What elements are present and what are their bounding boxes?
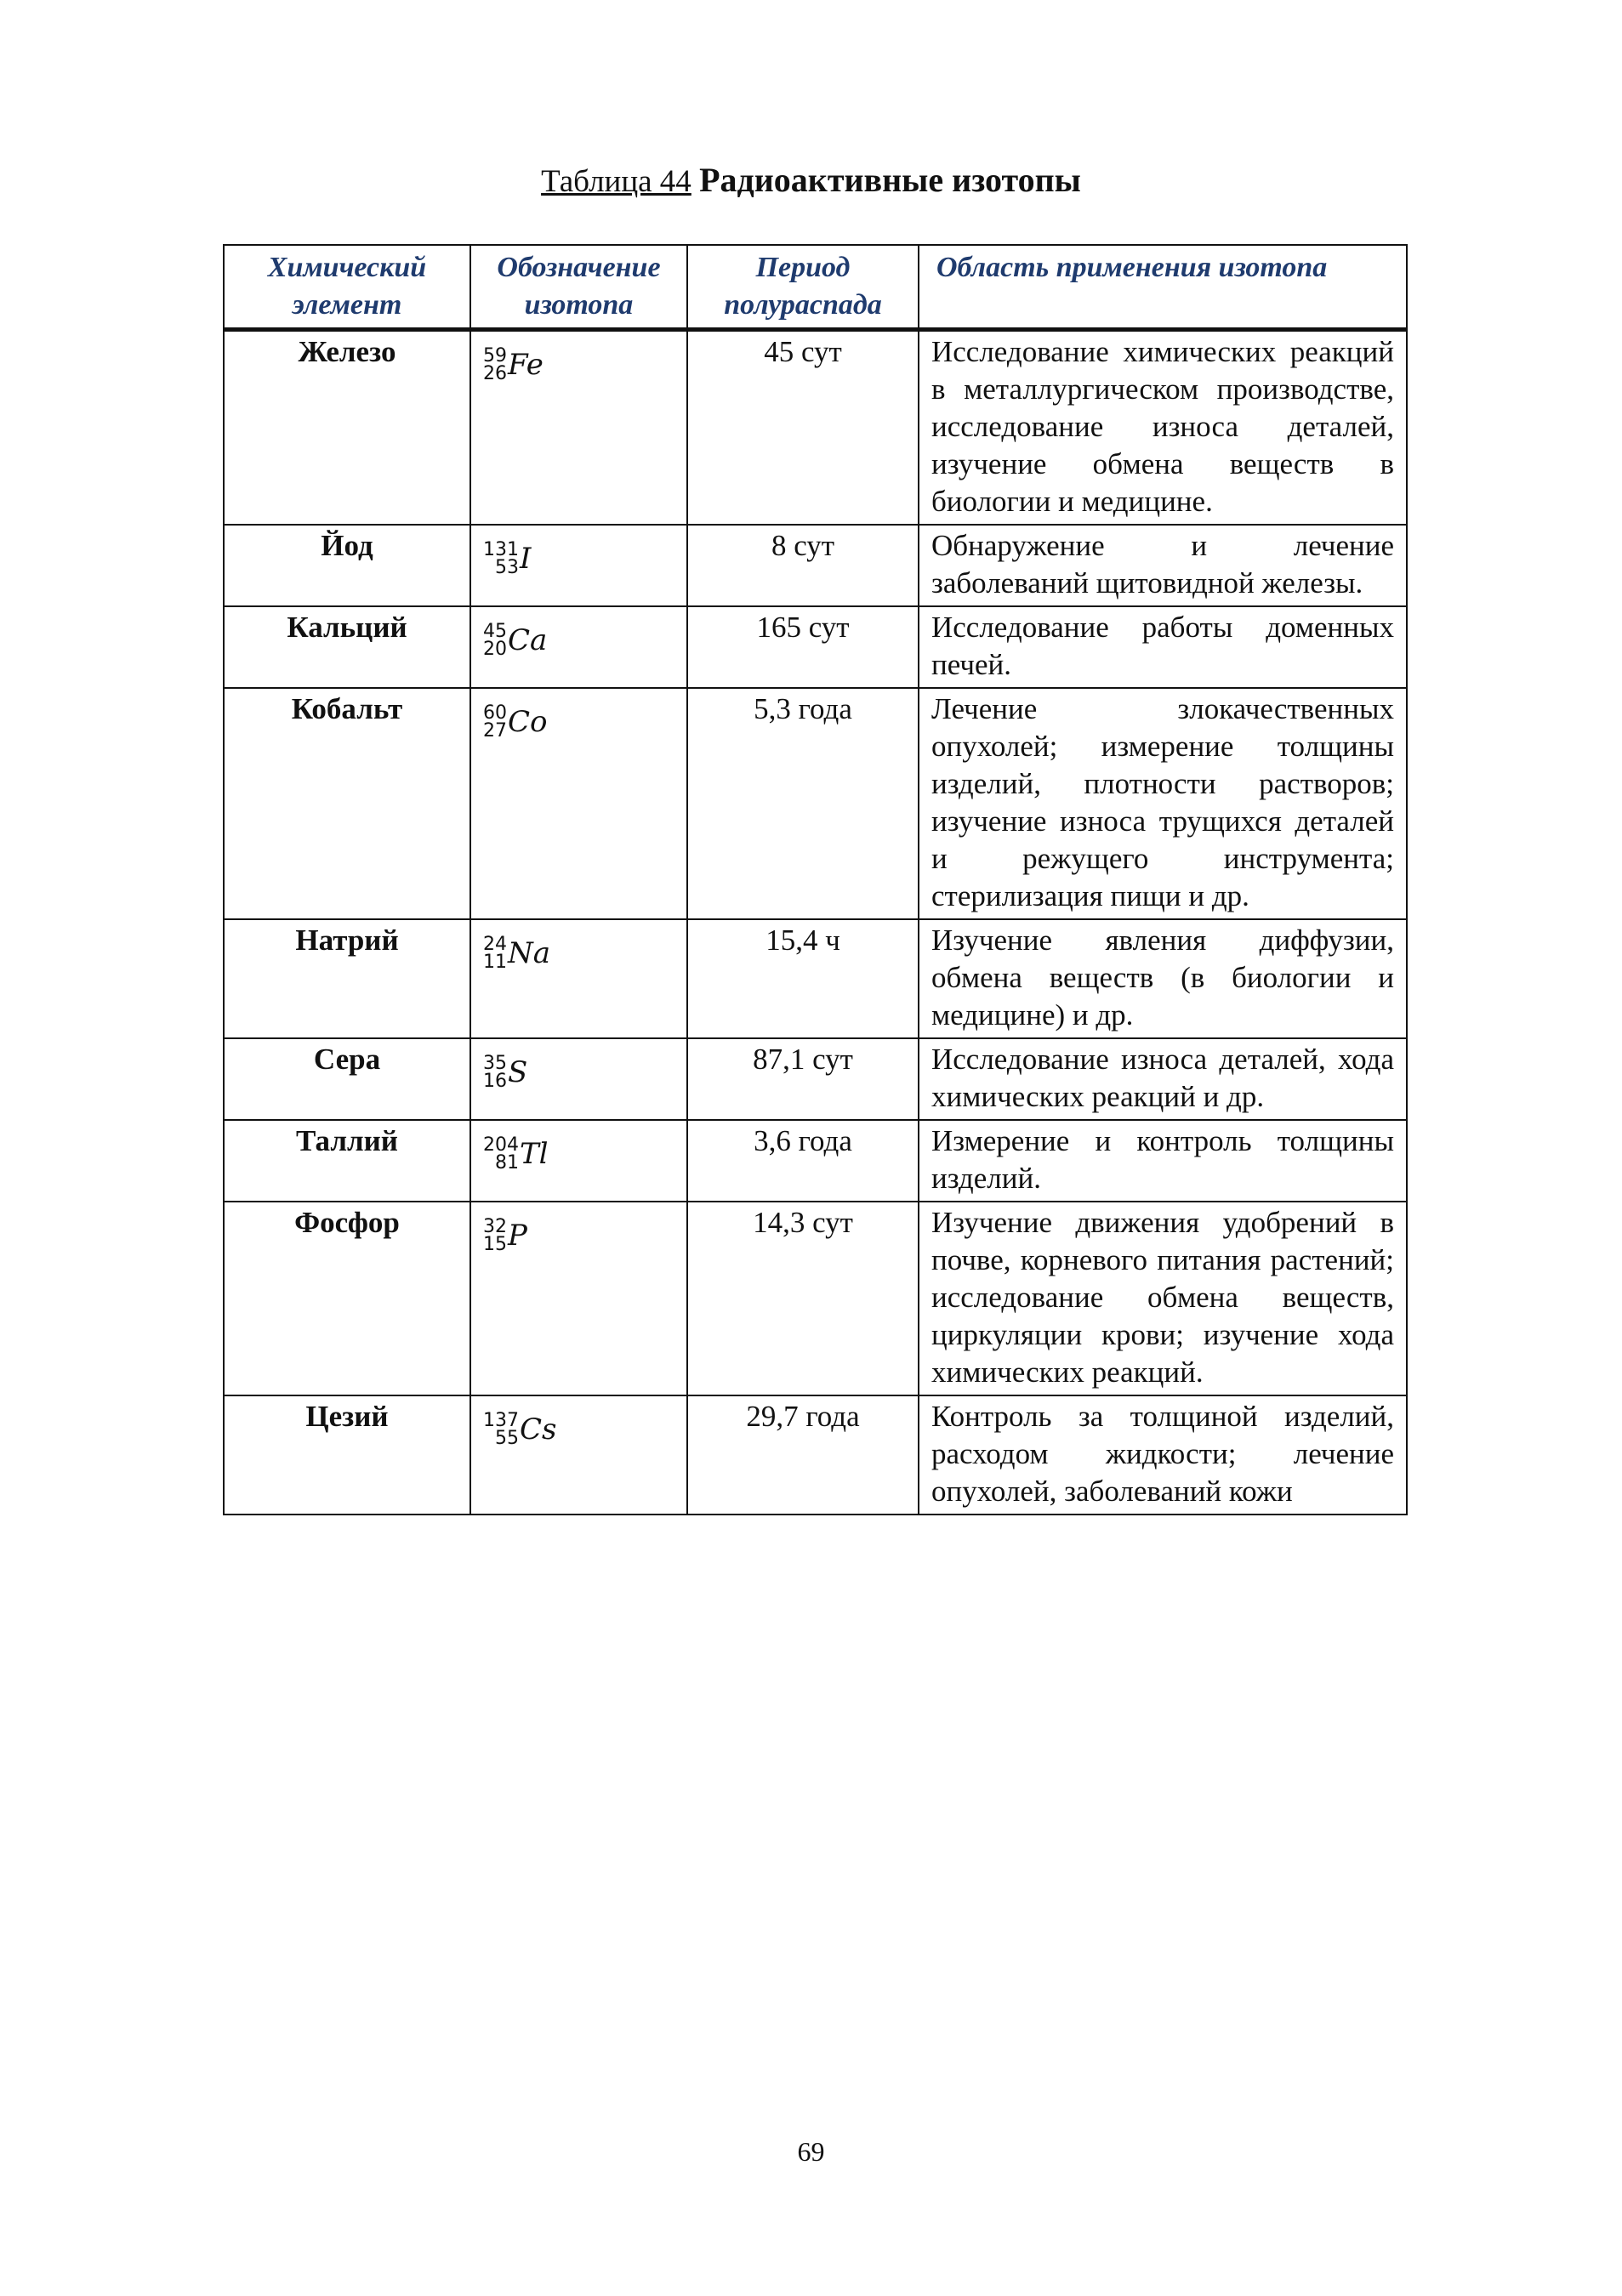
mass-number: 137 <box>483 1410 519 1431</box>
table-row <box>224 1120 1407 1202</box>
cell-application: Изучение движения удобрений в почве, корневого питания растений; исследование обмена веществ, циркуляции крови; изучение хода химических реакций. <box>919 1202 1407 1395</box>
element-symbol: Fe <box>508 348 544 382</box>
cell-application: Обнаружение и лечение заболеваний щитовидной железы. <box>919 525 1407 606</box>
isotope-numbers <box>483 622 507 658</box>
cell-element: Натрий <box>224 919 470 1038</box>
atomic-number: 53 <box>495 557 519 578</box>
cell-isotope-symbol <box>470 330 687 526</box>
cell-application: Измерение и контроль толщины изделий. <box>919 1120 1407 1202</box>
cell-application: Контроль за толщиной изделий, расходом жидкости; лечение опухолей, заболеваний кожи <box>919 1395 1407 1515</box>
cell-isotope-symbol <box>470 1038 687 1120</box>
cell-isotope-symbol <box>470 688 687 919</box>
element-symbol: P <box>508 1219 527 1253</box>
cell-isotope-symbol <box>470 525 687 606</box>
table-row <box>224 1395 1407 1515</box>
cell-half-life: 3,6 года <box>687 1120 919 1202</box>
mass-number: 204 <box>483 1134 519 1156</box>
element-symbol: S <box>508 1055 528 1089</box>
atomic-number: 15 <box>483 1234 507 1255</box>
cell-isotope-symbol <box>470 1202 687 1395</box>
element-symbol: Co <box>508 705 548 739</box>
atomic-number: 26 <box>483 363 507 384</box>
cell-half-life: 14,3 сут <box>687 1202 919 1395</box>
table-row <box>224 1038 1407 1120</box>
mass-number: 35 <box>483 1053 507 1074</box>
mass-number: 131 <box>483 539 519 560</box>
atomic-number: 11 <box>483 952 507 973</box>
isotope-notation <box>483 1217 527 1254</box>
isotope-numbers <box>483 935 507 971</box>
isotope-notation <box>483 935 550 972</box>
isotope-notation <box>483 1135 549 1173</box>
cell-isotope-symbol <box>470 919 687 1038</box>
caption-label: Таблица 44 <box>541 164 691 199</box>
table-row <box>224 919 1407 1038</box>
page-number: 69 <box>797 2136 825 2167</box>
mass-number: 60 <box>483 702 507 724</box>
cell-isotope-symbol <box>470 606 687 688</box>
isotopes-table <box>223 244 1408 1515</box>
cell-element: Железо <box>224 330 470 526</box>
cell-element: Кобальт <box>224 688 470 919</box>
cell-isotope-symbol <box>470 1120 687 1202</box>
atomic-number: 55 <box>495 1428 519 1449</box>
isotope-notation <box>483 1411 556 1448</box>
isotope-numbers <box>483 1412 519 1447</box>
caption-title: Радиоактивные изотопы <box>699 161 1081 199</box>
cell-application: Изучение явления диффузии, обмена веществ (в биологии и медицине) и др. <box>919 919 1407 1038</box>
table-row <box>224 1202 1407 1395</box>
table-caption <box>0 155 1622 207</box>
cell-application: Исследование износа деталей, хода химических реакций и др. <box>919 1038 1407 1120</box>
cell-half-life: 15,4 ч <box>687 919 919 1038</box>
isotope-notation <box>483 346 544 384</box>
element-symbol: Cs <box>520 1412 557 1446</box>
table-row <box>224 330 1407 526</box>
header-row <box>224 245 1407 330</box>
isotope-notation <box>483 1054 527 1091</box>
cell-application: Лечение злокачественных опухолей; измерение толщины изделий, плотности растворов; изучение износа трущихся деталей и режущего инструмента; стерилизация пищи и др. <box>919 688 1407 919</box>
mass-number: 45 <box>483 621 507 642</box>
cell-half-life: 45 сут <box>687 330 919 526</box>
cell-element: Йод <box>224 525 470 606</box>
cell-application: Исследование работы доменных печей. <box>919 606 1407 688</box>
atomic-number: 27 <box>483 720 507 742</box>
cell-isotope-symbol <box>470 1395 687 1515</box>
cell-element: Кальций <box>224 606 470 688</box>
header-period: Период полураспада <box>687 245 919 330</box>
header-element: Химический элемент <box>224 245 470 330</box>
cell-element: Таллий <box>224 1120 470 1202</box>
header-application: Область применения изотопа <box>919 245 1407 330</box>
element-symbol: Tl <box>520 1137 549 1171</box>
isotope-numbers <box>483 541 519 577</box>
cell-element: Цезий <box>224 1395 470 1515</box>
cell-element: Сера <box>224 1038 470 1120</box>
isotope-numbers <box>483 704 507 740</box>
isotope-notation <box>483 540 531 577</box>
isotope-numbers <box>483 347 507 383</box>
isotope-numbers <box>483 1218 507 1253</box>
table-row <box>224 525 1407 606</box>
cell-half-life: 87,1 сут <box>687 1038 919 1120</box>
atomic-number: 16 <box>483 1071 507 1092</box>
atomic-number: 81 <box>495 1152 519 1174</box>
isotope-numbers <box>483 1136 519 1172</box>
atomic-number: 20 <box>483 639 507 660</box>
header-symbol: Обозначение изотопа <box>470 245 687 330</box>
mass-number: 32 <box>483 1216 507 1237</box>
table-row <box>224 606 1407 688</box>
cell-half-life: 29,7 года <box>687 1395 919 1515</box>
isotope-numbers <box>483 1054 507 1090</box>
cell-element: Фосфор <box>224 1202 470 1395</box>
cell-half-life: 8 сут <box>687 525 919 606</box>
isotope-notation <box>483 622 547 659</box>
mass-number: 24 <box>483 934 507 955</box>
cell-half-life: 165 сут <box>687 606 919 688</box>
mass-number: 59 <box>483 345 507 367</box>
cell-half-life: 5,3 года <box>687 688 919 919</box>
element-symbol: I <box>520 542 532 576</box>
cell-application: Исследование химических реакций в металлургическом производстве, исследование износа деталей, изучение обмена веществ в биологии и медицине. <box>919 330 1407 526</box>
table-row <box>224 688 1407 919</box>
isotope-notation <box>483 703 547 741</box>
element-symbol: Na <box>508 936 551 970</box>
element-symbol: Ca <box>508 623 548 657</box>
